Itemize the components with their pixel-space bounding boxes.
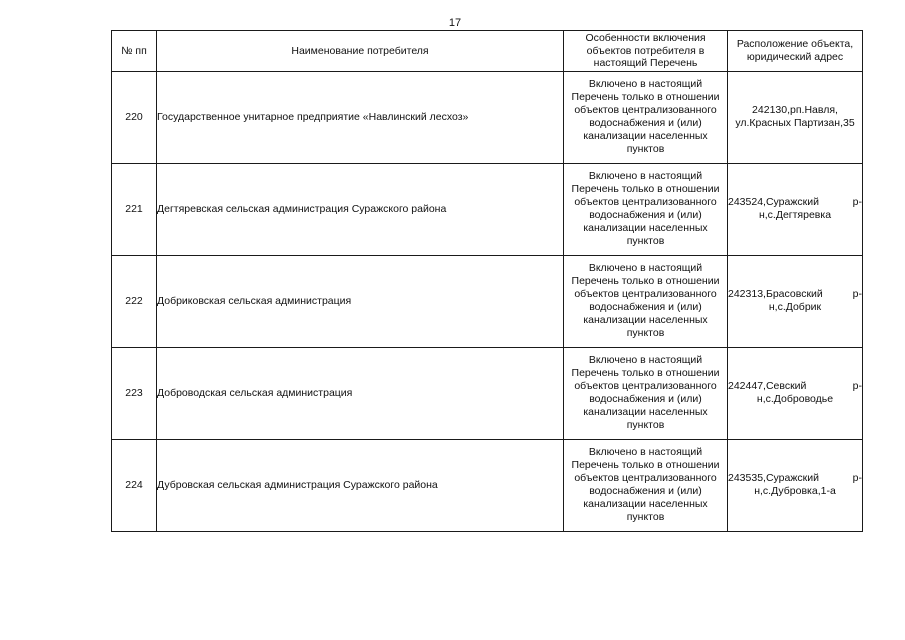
row-number: 223 [112,347,157,439]
header-address-line: Расположение объекта, [736,38,854,51]
address-suffix: р- [852,288,862,300]
features-line: пунктов [626,327,665,339]
address-line: 242447,Севский [728,380,807,392]
consumer-name: Дегтяревская сельская администрация Суражского района [157,163,564,255]
features-line: Перечень только в отношении [571,275,720,287]
object-address [728,347,863,439]
features-line: пунктов [626,235,665,247]
consumer-name: Доброводская сельская администрация [157,347,564,439]
features-line: водоснабжения и (или) [589,301,702,313]
features-line: Перечень только в отношении [571,459,720,471]
consumer-registry-table [111,30,863,532]
inclusion-features [564,347,728,439]
address-line: 243535,Суражский [728,472,819,484]
table-row [112,71,863,163]
address-line: н,с.Дубровка,1-а [754,485,836,497]
address-suffix: р- [852,196,862,208]
features-line: водоснабжения и (или) [589,117,702,129]
features-line: канализации населенных [583,498,708,510]
header-features-line: Особенности включения [585,32,706,44]
row-number: 222 [112,255,157,347]
header-name: Наименование потребителя [157,31,564,72]
address-suffix: р- [852,472,862,484]
row-number: 221 [112,163,157,255]
features-line: канализации населенных [583,222,708,234]
header-features [564,31,728,72]
header-number: № пп [112,31,157,72]
features-line: Включено в настоящий [588,262,703,274]
address-line: ул.Красных Партизан,35 [735,117,855,129]
features-line: объектов централизованного [574,288,717,300]
address-line: 242130,рп.Навля, [752,104,838,116]
inclusion-features [564,71,728,163]
row-number: 224 [112,439,157,531]
object-address [728,163,863,255]
features-line: водоснабжения и (или) [589,393,702,405]
features-line: пунктов [626,419,665,431]
header-address [728,31,863,72]
address-line: н,с.Доброводье [756,393,834,405]
features-line: пунктов [626,511,665,523]
address-line: н,с.Дегтяревка [758,209,832,221]
features-line: канализации населенных [583,406,708,418]
table-row [112,347,863,439]
header-address-line: юридический адрес [746,50,844,63]
row-number: 220 [112,71,157,163]
features-line: Включено в настоящий [588,170,703,182]
features-line: водоснабжения и (или) [589,209,702,221]
features-line: Включено в настоящий [588,446,703,458]
header-features-line: объектов потребителя в [586,44,705,57]
features-line: объектов централизованного [574,104,717,116]
table-row [112,163,863,255]
table-header-row [112,31,863,72]
consumer-name: Дубровская сельская администрация Суражского района [157,439,564,531]
inclusion-features [564,439,728,531]
inclusion-features [564,163,728,255]
features-line: канализации населенных [583,130,708,142]
features-line: водоснабжения и (или) [589,485,702,497]
inclusion-features [564,255,728,347]
features-line: объектов централизованного [574,196,717,208]
address-line: н,с.Добрик [768,301,822,313]
table-row [112,255,863,347]
table-row [112,439,863,531]
address-suffix: р- [852,380,862,392]
features-line: Включено в настоящий [588,354,703,366]
object-address [728,71,863,163]
features-line: пунктов [626,143,665,155]
features-line: объектов централизованного [574,472,717,484]
features-line: канализации населенных [583,314,708,326]
object-address [728,255,863,347]
features-line: Перечень только в отношении [571,367,720,379]
header-features-line: настоящий Перечень [593,57,698,69]
address-line: 242313,Брасовский [728,288,823,300]
features-line: объектов централизованного [574,380,717,392]
features-line: Перечень только в отношении [571,91,720,103]
features-line: Перечень только в отношении [571,183,720,195]
features-line: Включено в настоящий [588,78,703,90]
consumer-name: Добриковская сельская администрация [157,255,564,347]
consumer-name: Государственное унитарное предприятие «Навлинский лесхоз» [157,71,564,163]
address-line: 243524,Суражский [728,196,819,208]
object-address [728,439,863,531]
page-number: 17 [448,17,462,29]
